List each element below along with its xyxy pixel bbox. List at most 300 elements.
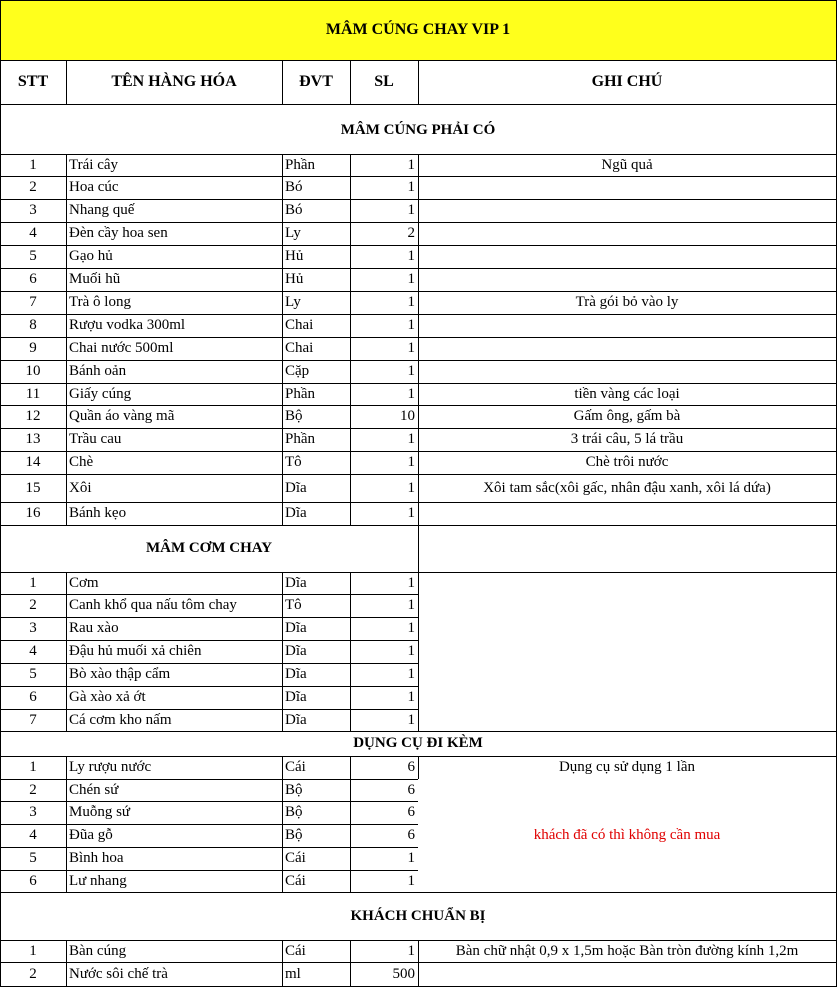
grid-line-v [836,572,837,595]
row-unit[interactable]: Dĩa [285,505,307,521]
grid-line-v [66,428,67,452]
row-qty[interactable]: 1 [407,666,415,682]
grid-line-v [350,617,351,641]
row-stt[interactable]: 11 [25,385,41,402]
grid-line-v [0,199,1,223]
section-title[interactable]: MÂM CÚNG PHẢI CÓ [340,121,496,138]
grid-line-v [66,847,67,871]
grid-line-v [418,383,419,406]
grid-line-h [418,199,837,200]
grid-line-v [350,502,351,526]
grid-line-v [0,594,1,618]
grid-line-v [282,474,283,503]
row-qty[interactable]: 1 [407,574,415,591]
row-stt[interactable]: 4 [29,827,37,843]
row-note[interactable] [418,686,836,709]
grid-line-v [418,525,419,573]
row-qty[interactable]: 1 [407,363,415,379]
grid-line-v [350,594,351,618]
row-note[interactable] [418,360,836,383]
grid-line-v [350,709,351,732]
grid-line-v [282,199,283,223]
row-qty[interactable]: 1 [407,942,415,959]
row-note[interactable] [418,337,836,360]
grid-line-v [282,222,283,246]
row-note[interactable] [418,245,836,268]
row-stt[interactable]: 7 [29,294,37,310]
grid-line-v [66,594,67,618]
row-note[interactable] [418,640,836,663]
row-note[interactable] [418,199,836,222]
grid-line-v [0,154,1,177]
grid-line-v [418,663,419,687]
grid-line-v [350,405,351,429]
row-stt[interactable]: 8 [29,317,37,333]
row-stt[interactable]: 1 [29,156,37,173]
section-title[interactable]: MÂM CƠM CHAY [145,540,273,556]
row-name[interactable]: Đậu hủ muối xả chiên [69,643,202,659]
row-note[interactable] [418,572,836,594]
row-unit[interactable]: Dĩa [285,643,307,659]
row-qty[interactable]: 1 [407,689,415,705]
header-note[interactable]: GHI CHÚ [591,73,663,90]
grid-line-v [282,451,283,475]
grid-line-v [836,383,837,406]
grid-line-v [0,291,1,315]
grid-line-v [0,962,1,987]
grid-line-v [836,314,837,338]
grid-line-v [0,314,1,338]
row-name[interactable]: Chai nước 500ml [69,340,174,356]
grid-line-v [350,870,351,893]
header-stt[interactable]: STT [17,73,49,90]
row-unit[interactable]: Chai [285,340,314,356]
grid-line-v [0,405,1,429]
row-note[interactable]: 3 trái câu, 5 lá trầu [570,431,684,447]
row-unit[interactable]: Tô [285,454,302,470]
grid-line-v [66,870,67,893]
row-unit[interactable]: Hủ [285,271,304,287]
row-name[interactable]: Trái cây [69,156,119,173]
grid-line-v [66,176,67,200]
grid-line-v [836,245,837,269]
grid-line-h [418,314,837,315]
row-stt[interactable]: 14 [25,454,41,470]
row-name[interactable]: Xôi [69,479,92,496]
grid-line-v [282,383,283,406]
row-note[interactable] [418,617,836,640]
row-qty[interactable]: 1 [407,711,415,728]
grid-line-v [836,451,837,475]
grid-line-v [836,199,837,223]
row-name[interactable]: Chè [69,454,94,470]
row-qty[interactable]: 1 [407,294,415,310]
row-note[interactable] [418,594,836,617]
grid-line-v [836,360,837,384]
row-stt[interactable]: 7 [29,711,37,728]
grid-line-v [418,245,419,269]
grid-line-v [282,709,283,732]
grid-line-v [282,663,283,687]
row-name[interactable]: Muối hũ [69,271,121,287]
row-note[interactable] [418,502,836,525]
row-unit[interactable]: Ly [285,294,301,310]
row-name[interactable]: Rượu vodka 300ml [69,317,186,333]
grid-line-v [0,824,1,848]
grid-line-v [350,60,351,105]
row-name[interactable]: Quần áo vàng mã [69,408,175,424]
row-qty[interactable]: 1 [407,505,415,521]
row-note[interactable] [418,268,836,291]
row-qty[interactable]: 2 [407,225,415,241]
grid-line-v [66,268,67,292]
grid-line-v [0,663,1,687]
grid-line-v [66,337,67,361]
row-stt[interactable]: 6 [29,689,37,705]
row-name[interactable]: Hoa cúc [69,179,119,195]
grid-line-v [0,245,1,269]
row-name[interactable]: Muỗng sứ [69,804,131,820]
row-qty[interactable]: 500 [392,965,415,982]
row-unit[interactable]: Tô [285,597,302,613]
row-unit[interactable]: Cái [285,850,306,866]
grid-line-h [418,268,837,269]
row-qty[interactable]: 1 [407,872,415,889]
grid-line-v [836,756,837,780]
row-name[interactable]: Cơm [69,574,99,591]
row-note[interactable] [418,314,836,337]
row-name[interactable]: Đèn cầy hoa sen [69,225,168,241]
row-unit[interactable]: Phần [285,385,315,402]
grid-line-h [418,222,837,223]
row-stt[interactable]: 4 [29,225,37,241]
grid-line-v [418,640,419,664]
grid-line-v [836,801,837,825]
grid-line-v [0,268,1,292]
row-stt[interactable]: 5 [29,850,37,866]
grid-line-v [350,268,351,292]
grid-line-v [418,176,419,200]
grid-line-v [282,245,283,269]
grid-line-v [66,709,67,732]
grid-line-v [836,474,837,503]
grid-line-v [282,801,283,825]
row-stt[interactable]: 16 [25,505,41,521]
grid-line-v [282,572,283,595]
sheet-title[interactable]: MÂM CÚNG CHAY VIP 1 [0,0,836,60]
merged-note[interactable]: khách đã có thì không cần mua [418,779,836,892]
grid-line-v [282,360,283,384]
grid-line-v [350,940,351,963]
row-stt[interactable]: 1 [29,942,37,959]
row-stt[interactable]: 13 [25,431,41,447]
grid-line-v [418,405,419,429]
row-unit[interactable]: Phần [285,156,315,173]
grid-line-v [418,474,419,503]
row-unit[interactable]: Dĩa [285,666,307,682]
grid-line-h [0,731,837,732]
row-stt[interactable]: 6 [29,271,37,287]
grid-line-v [66,383,67,406]
grid-line-v [282,779,283,802]
grid-line-v [282,617,283,641]
row-unit[interactable]: Cái [285,942,306,959]
grid-line-v [0,892,1,941]
grid-line-v [282,686,283,710]
grid-line-v [836,502,837,526]
grid-line-v [282,502,283,526]
grid-line-v [282,428,283,452]
row-name[interactable]: Chén sứ [69,781,119,798]
row-note[interactable] [418,222,836,245]
row-name[interactable]: Gạo hủ [69,248,113,264]
row-unit[interactable]: Cái [285,872,306,889]
row-note[interactable] [418,962,836,986]
row-name[interactable]: Nước sôi chế trà [69,965,168,982]
row-name[interactable]: Bàn cúng [69,942,127,959]
row-unit[interactable]: Ly [285,225,301,241]
row-unit[interactable]: Bộ [285,827,303,843]
grid-line-v [66,405,67,429]
row-qty[interactable]: 1 [407,850,415,866]
row-unit[interactable]: Phần [285,431,315,447]
row-stt[interactable]: 5 [29,666,37,682]
grid-line-v [418,199,419,223]
grid-line-v [282,870,283,893]
grid-line-v [0,176,1,200]
grid-line-v [418,617,419,641]
row-stt[interactable]: 2 [29,965,37,982]
row-stt[interactable]: 3 [29,620,37,636]
row-stt[interactable]: 3 [29,804,37,820]
grid-line-v [418,154,419,177]
row-qty[interactable]: 6 [407,804,415,820]
row-stt[interactable]: 9 [29,340,37,356]
grid-line-v [350,474,351,503]
row-qty[interactable]: 1 [407,271,415,287]
row-unit[interactable]: Bộ [285,408,303,424]
grid-line-v [66,962,67,987]
row-qty[interactable]: 1 [407,317,415,333]
row-name[interactable]: Lư nhang [69,872,127,889]
row-unit[interactable]: Bộ [285,804,303,820]
row-unit[interactable]: Bộ [285,781,303,798]
row-note[interactable]: Dụng cụ sử dụng 1 lần [558,759,696,775]
row-name[interactable]: Bánh oản [69,363,127,379]
row-note[interactable]: Bàn chữ nhật 0,9 x 1,5m hoặc Bàn tròn đường kính 1,2m [455,942,799,959]
row-name[interactable]: Cá cơm kho nấm [69,711,172,728]
row-name[interactable]: Giấy cúng [69,385,132,402]
grid-line-v [836,617,837,641]
grid-line-v [418,360,419,384]
row-name[interactable]: Ly rượu nước [69,759,152,775]
row-stt[interactable]: 2 [29,179,37,195]
row-unit[interactable]: Hủ [285,248,304,264]
row-qty[interactable]: 1 [407,179,415,195]
row-note[interactable]: Ngũ quả [601,156,653,173]
grid-line-v [836,663,837,687]
row-qty[interactable]: 10 [400,408,415,424]
grid-line-v [282,60,283,105]
row-name[interactable]: Đũa gỗ [69,827,113,843]
row-stt[interactable]: 2 [29,597,37,613]
grid-line-v [836,594,837,618]
row-name[interactable]: Canh khổ qua nấu tôm chay [69,597,237,613]
grid-line-v [66,617,67,641]
row-name[interactable]: Bò xào thập cẩm [69,666,171,682]
row-name[interactable]: Gà xào xả ớt [69,689,146,705]
grid-line-v [0,60,1,105]
grid-line-v [66,360,67,384]
grid-line-v [350,801,351,825]
grid-line-v [0,572,1,595]
grid-line-v [836,892,837,941]
row-stt[interactable]: 2 [29,781,37,798]
grid-line-v [836,847,837,871]
grid-line-v [836,779,837,802]
row-qty[interactable]: 6 [407,759,415,775]
row-qty[interactable]: 1 [407,620,415,636]
grid-line-v [66,801,67,825]
row-qty[interactable]: 1 [407,479,415,496]
grid-line-v [836,940,837,963]
row-qty[interactable]: 1 [407,202,415,218]
row-unit[interactable]: Cặp [285,363,310,379]
grid-line-v [0,617,1,641]
grid-line-h [0,892,837,893]
row-unit[interactable]: Chai [285,317,314,333]
grid-line-h [0,104,837,105]
row-name[interactable]: Bánh kẹo [69,505,127,521]
row-note[interactable]: tiền vàng các loại [574,385,680,402]
row-qty[interactable]: 1 [407,385,415,402]
section-title[interactable]: KHÁCH CHUẨN BỊ [350,907,486,924]
row-qty[interactable]: 1 [407,340,415,356]
row-stt[interactable]: 10 [25,363,41,379]
grid-line-v [66,314,67,338]
row-qty[interactable]: 1 [407,643,415,659]
grid-line-v [418,572,419,595]
row-unit[interactable]: Bó [285,179,303,195]
grid-line-v [282,847,283,871]
grid-line-v [282,337,283,361]
grid-line-v [350,245,351,269]
grid-line-v [66,572,67,595]
grid-line-v [836,176,837,200]
row-unit[interactable]: Dĩa [285,689,307,705]
grid-line-v [836,731,837,757]
row-name[interactable]: Nhang quế [69,202,135,218]
grid-line-v [418,594,419,618]
header-qty[interactable]: SL [374,73,394,90]
row-unit[interactable]: Cái [285,759,306,775]
row-note[interactable]: Trà gói bỏ vào ly [575,294,679,310]
grid-line-h [418,451,837,452]
row-unit[interactable]: Dĩa [285,620,307,636]
row-stt[interactable]: 6 [29,872,37,889]
section-title[interactable]: DỤNG CỤ ĐI KÈM [353,735,483,751]
row-name[interactable]: Rau xào [69,620,119,636]
row-stt[interactable]: 5 [29,248,37,264]
grid-line-v [418,962,419,987]
header-name[interactable]: TÊN HÀNG HÓA [111,73,237,90]
row-stt[interactable]: 1 [29,759,37,775]
row-note[interactable]: Xôi tam sắc(xôi gấc, nhân đậu xanh, xôi lá dứa) [483,479,771,496]
grid-line-h [418,176,837,177]
row-qty[interactable]: 1 [407,597,415,613]
row-qty[interactable]: 1 [407,431,415,447]
grid-line-v [836,60,837,105]
grid-line-v [66,60,67,105]
grid-line-v [0,222,1,246]
grid-line-v [350,360,351,384]
row-stt[interactable]: 1 [29,574,37,591]
grid-line-v [0,474,1,503]
row-unit[interactable]: Dĩa [285,479,307,496]
row-note[interactable] [418,176,836,199]
grid-line-v [0,502,1,526]
row-qty[interactable]: 1 [407,454,415,470]
grid-line-v [282,405,283,429]
grid-line-v [350,337,351,361]
row-unit[interactable]: Bó [285,202,303,218]
row-qty[interactable]: 6 [407,827,415,843]
grid-line-h [418,337,837,338]
grid-line-v [66,686,67,710]
row-note[interactable]: Gấm ông, gấm bà [573,408,681,424]
row-stt[interactable]: 3 [29,202,37,218]
row-note[interactable] [418,709,836,731]
grid-line-h [418,428,837,429]
row-unit[interactable]: Dĩa [285,574,307,591]
row-note[interactable] [418,663,836,686]
row-note[interactable]: Chè trôi nước [585,454,669,470]
grid-line-v [66,824,67,848]
grid-line-v [282,176,283,200]
grid-line-v [836,824,837,848]
grid-line-h [418,383,837,384]
grid-line-v [282,640,283,664]
grid-line-h [418,405,837,406]
row-qty[interactable]: 6 [407,781,415,798]
row-qty[interactable]: 1 [407,156,415,173]
grid-line-v [350,176,351,200]
grid-line-v [350,779,351,802]
row-stt[interactable]: 12 [25,408,41,424]
header-unit[interactable]: ĐVT [299,73,333,90]
row-qty[interactable]: 1 [407,248,415,264]
grid-line-v [282,291,283,315]
row-name[interactable]: Trầu cau [69,431,122,447]
row-stt[interactable]: 4 [29,643,37,659]
grid-line-v [0,337,1,361]
grid-line-v [66,940,67,963]
grid-line-v [0,779,1,802]
grid-line-v [0,940,1,963]
row-name[interactable]: Bình hoa [69,850,124,866]
row-unit[interactable]: Dĩa [285,711,307,728]
grid-line-v [418,428,419,452]
grid-line-v [836,222,837,246]
grid-line-v [66,199,67,223]
grid-line-v [418,268,419,292]
row-stt[interactable]: 15 [25,479,41,496]
row-unit[interactable]: ml [285,965,301,982]
grid-line-v [282,268,283,292]
grid-line-h [418,962,837,963]
grid-line-h [418,360,837,361]
row-name[interactable]: Trà ô long [69,294,131,310]
